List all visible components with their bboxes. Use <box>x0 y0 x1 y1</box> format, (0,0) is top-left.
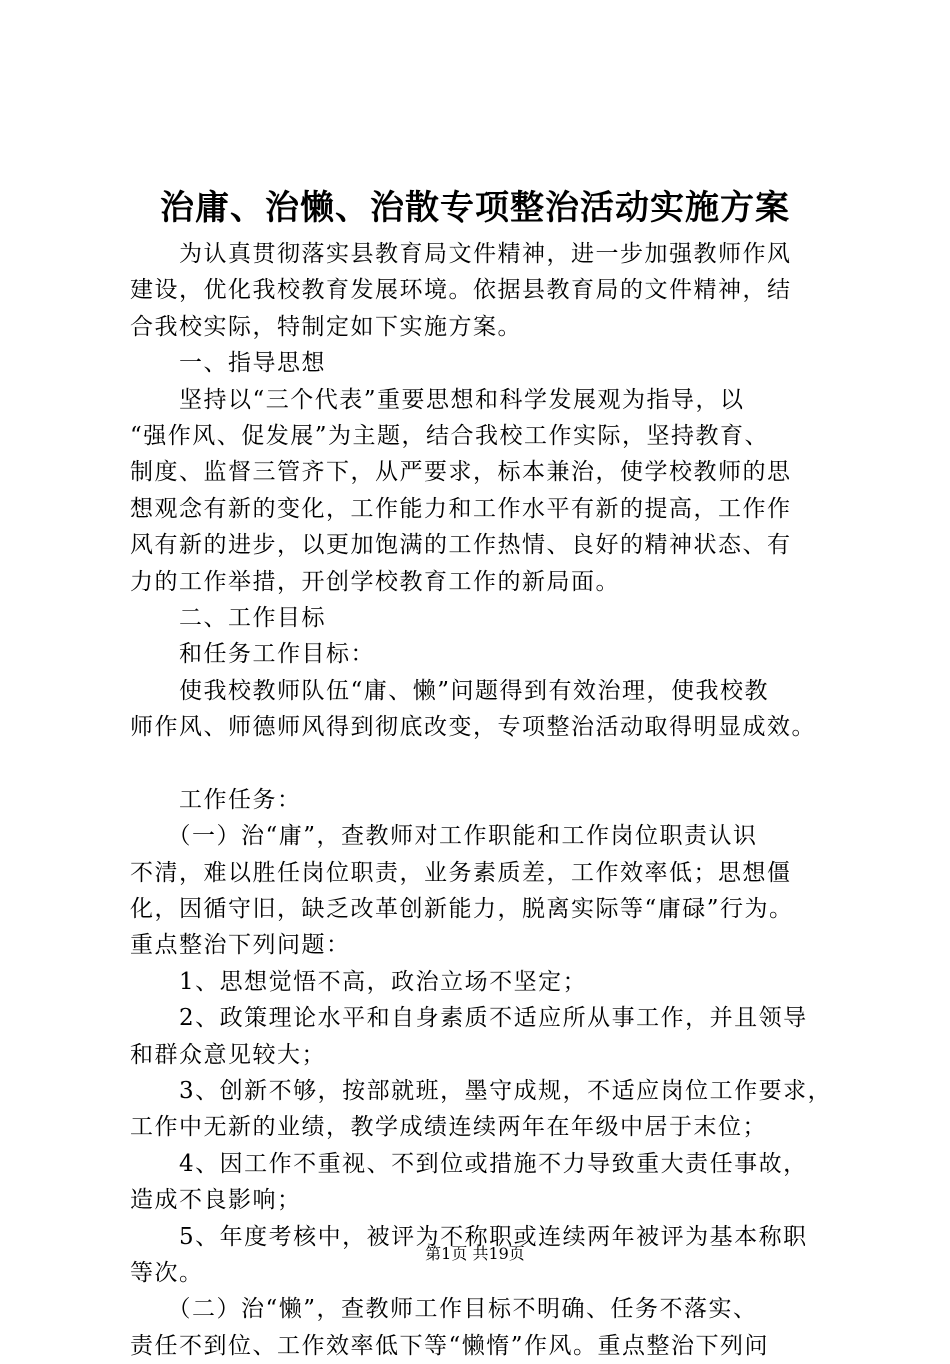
body-line: 师作风、师德师风得到彻底改变，专项整治活动取得明显成效。 <box>130 714 816 741</box>
body-line: 力的工作举措，开创学校教育工作的新局面。 <box>130 568 620 595</box>
list-item: 2、政策理论水平和自身素质不适应所从事工作，并且领导 <box>130 1005 808 1032</box>
body-line: 为认真贯彻落实县教育局文件精神，进一步加强教师作风 <box>130 241 792 267</box>
list-item: 造成不良影响； <box>130 1187 302 1214</box>
document-body <box>130 236 846 1364</box>
body-line: 工作任务： <box>130 786 302 813</box>
body-line: （一）治“庸”，查教师对工作职能和工作岗位职责认识 <box>130 823 758 850</box>
body-line: “强作风、促发展”为主题，结合我校工作实际，坚持教育、 <box>130 422 770 449</box>
body-line: 风有新的进步，以更加饱满的工作热情、良好的精神状态、有 <box>130 532 792 559</box>
section-heading: 二、工作目标 <box>130 604 326 631</box>
body-line: 坚持以“三个代表”重要思想和科学发展观为指导，以 <box>130 386 745 413</box>
body-line: 化，因循守旧，缺乏改革创新能力，脱离实际等“庸碌”行为。 <box>130 896 794 923</box>
body-line: 使我校教师队伍“庸、懒”问题得到有效治理，使我校教 <box>130 677 770 704</box>
body-line: 合我校实际，特制定如下实施方案。 <box>130 313 522 340</box>
section-heading: 一、指导思想 <box>130 350 326 377</box>
body-line: 责任不到位、工作效率低下等“懒惰”作风。重点整治下列问 <box>130 1332 770 1359</box>
list-item: 1、思想觉悟不高，政治立场不坚定； <box>130 968 588 995</box>
blank-line <box>130 745 846 781</box>
body-line: 重点整治下列问题： <box>130 932 351 959</box>
body-line: 制度、监督三管齐下，从严要求，标本兼治，使学校教师的思 <box>130 459 792 486</box>
list-item: 等次。 <box>130 1259 204 1286</box>
body-line: 建设，优化我校教育发展环境。依据县教育局的文件精神，结 <box>130 277 792 304</box>
body-line: 不清，难以胜任岗位职责，业务素质差，工作效率低；思想僵 <box>130 859 792 886</box>
document-title: 治庸、治懒、治散专项整治活动实施方案 <box>160 188 790 228</box>
page-footer: 第1页 共19页 <box>425 1244 525 1263</box>
list-item: 5、年度考核中，被评为不称职或连续两年被评为基本称职 <box>130 1223 808 1250</box>
body-line: 和任务工作目标： <box>130 641 375 668</box>
list-item: 工作中无新的业绩，教学成绩连续两年在年级中居于末位； <box>130 1114 767 1141</box>
body-line: 想观念有新的变化，工作能力和工作水平有新的提高，工作作 <box>130 495 792 522</box>
list-item: 3、创新不够，按部就班，墨守成规，不适应岗位工作要求， <box>130 1077 833 1104</box>
list-item: 和群众意见较大； <box>130 1041 326 1068</box>
body-line: （二）治“懒”，查教师工作目标不明确、任务不落实、 <box>130 1296 758 1323</box>
list-item: 4、因工作不重视、不到位或措施不力导致重大责任事故， <box>130 1150 808 1177</box>
